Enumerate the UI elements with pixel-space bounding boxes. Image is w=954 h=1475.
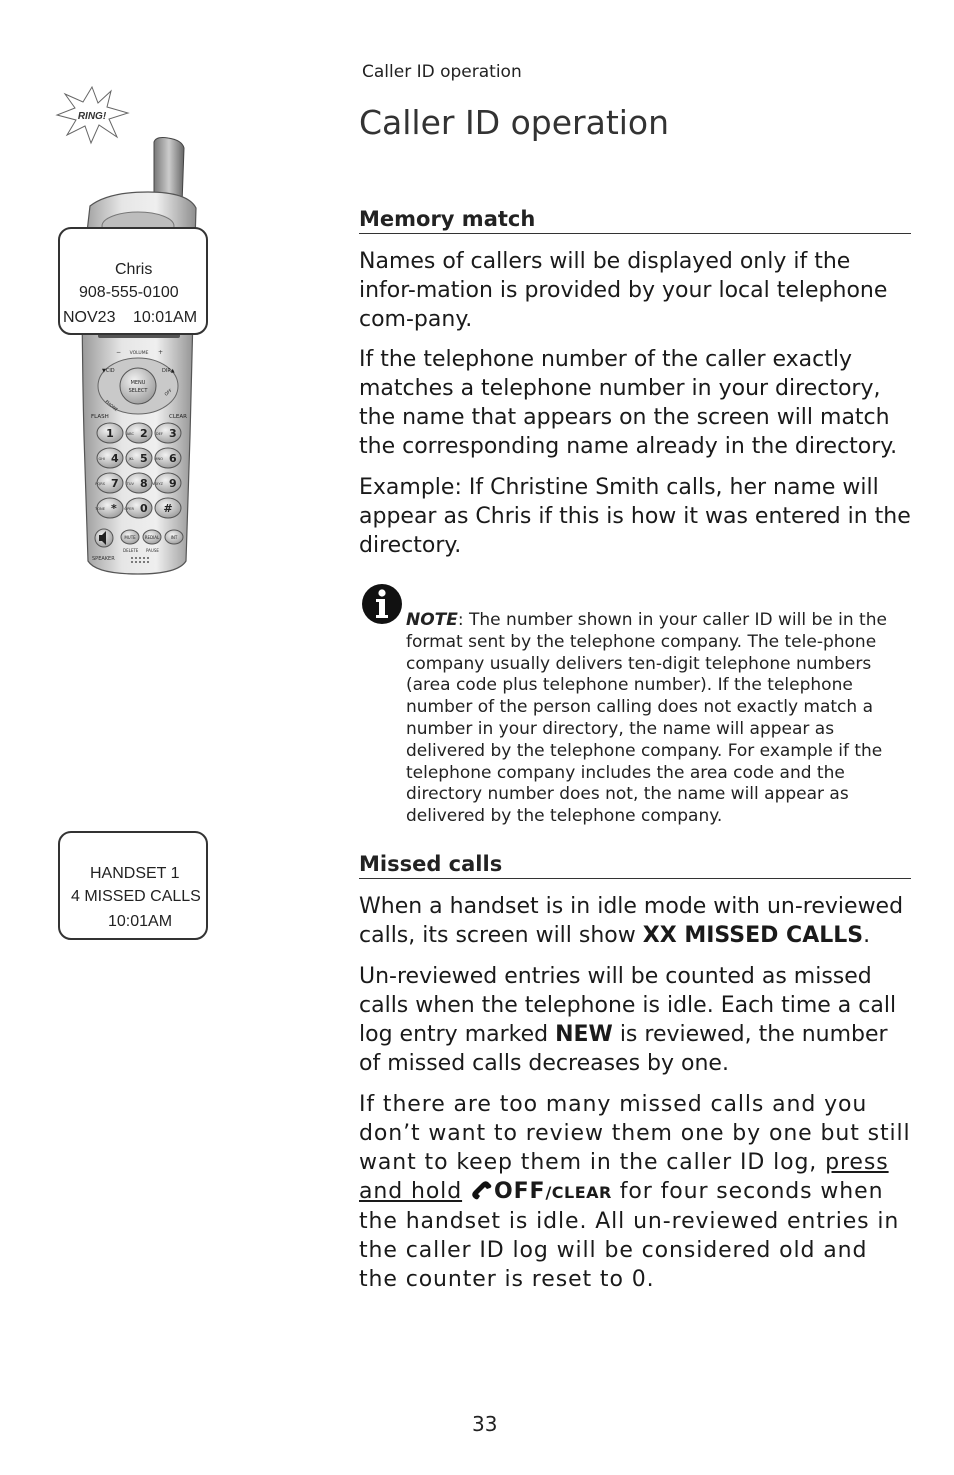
flash-label: FLASH bbox=[91, 414, 109, 420]
select-label: SELECT bbox=[128, 388, 148, 394]
phone-key-label: PHONE bbox=[104, 398, 119, 413]
keypad-key-letters: JKL bbox=[128, 457, 134, 461]
keypad-key-letters: ABC bbox=[126, 432, 134, 436]
caller-name: Chris bbox=[115, 261, 153, 278]
keypad-key-letters: PQRS bbox=[95, 482, 105, 486]
cid-label: ▼CID bbox=[102, 368, 115, 374]
keypad-key bbox=[155, 498, 181, 518]
xx-missed-calls-text: XX MISSED CALLS bbox=[642, 923, 864, 948]
missed-calls-para-2-text: Un-reviewed entries will be counted as missed calls when the telephone is idle. Each time a call log entry marked bbox=[359, 964, 897, 1047]
info-icon bbox=[361, 583, 403, 625]
keypad-key-digit: 4 bbox=[111, 452, 119, 465]
keypad-key bbox=[126, 423, 152, 443]
caller-id-screen bbox=[58, 227, 208, 335]
keypad-key bbox=[97, 423, 123, 443]
dir-label: DIR▲ bbox=[162, 368, 175, 374]
keypad-key-digit: 9 bbox=[169, 477, 177, 490]
handset-label: HANDSET 1 bbox=[90, 865, 180, 882]
page-number: 33 bbox=[472, 1412, 498, 1436]
keypad-key-digit: 8 bbox=[140, 477, 148, 490]
volume-minus: − bbox=[116, 349, 122, 356]
note-body: : The number shown in your caller ID will be in the format sent by the telephone company. The tele-phone company usually delivers ten-digit telephone numbers (area code plus telephone number). If the telephone number of the person calling does not exactly match a number in your directory, the name will appear as delivered by the telephone company. For example if the telephone company includes the area code and the directory number does not, the name will appear as delivered by the telephone company. bbox=[406, 610, 887, 827]
keypad-key-letters: TONE bbox=[95, 507, 105, 511]
call-time: 10:01AM bbox=[133, 309, 198, 326]
volume-label: VOLUME bbox=[129, 351, 149, 356]
missed-calls-heading: Missed calls bbox=[359, 852, 911, 879]
missed-calls-time: 10:01AM bbox=[108, 913, 173, 930]
missed-calls-count: 4 MISSED CALLS bbox=[71, 888, 201, 905]
running-head: Caller ID operation bbox=[362, 62, 522, 82]
keypad-key-letters: TUV bbox=[126, 482, 134, 486]
keypad-key-digit: 5 bbox=[140, 452, 148, 465]
keypad-key-letters: MNO bbox=[154, 457, 163, 461]
press-and-hold-text: press and hold bbox=[359, 1150, 889, 1204]
int-label: INT bbox=[170, 535, 178, 540]
keypad-key-letters: DEF bbox=[155, 432, 163, 436]
redial-label: REDIAL bbox=[144, 535, 160, 540]
missed-calls-para-1 bbox=[359, 892, 911, 950]
keypad-key-digit: # bbox=[163, 502, 173, 515]
volume-plus: + bbox=[158, 349, 164, 356]
note-text bbox=[406, 610, 904, 828]
keypad-key-letters: WXYZ bbox=[152, 482, 163, 486]
new-label-text: NEW bbox=[555, 1022, 613, 1047]
keypad-key-digit: 3 bbox=[169, 427, 177, 440]
memory-match-para-3: Example: If Christine Smith calls, her name will appear as Chris if this is how it was entered in the directory. bbox=[359, 475, 911, 558]
clear-key-text: /CLEAR bbox=[545, 1183, 612, 1202]
note-lead: NOTE bbox=[406, 610, 458, 630]
keypad-key bbox=[97, 448, 123, 468]
keypad-key-digit: 2 bbox=[140, 427, 148, 440]
keypad-key-letters: OPER bbox=[124, 507, 134, 511]
keypad-key bbox=[126, 448, 152, 468]
memory-match-heading: Memory match bbox=[359, 207, 911, 234]
memory-match-para-1: Names of callers will be displayed only if the infor-mation is provided by your local telephone com-pany. bbox=[359, 249, 888, 332]
missed-calls-para-2-end: is reviewed, the number of missed calls decreases by one. bbox=[359, 1022, 888, 1076]
off-key-text: OFF bbox=[493, 1179, 546, 1204]
keypad-key-digit: 0 bbox=[140, 502, 148, 515]
caller-number: 908-555-0100 bbox=[79, 284, 179, 301]
missed-calls-para-3-end: for four seconds when the handset is idle. All un-reviewed entries in the caller ID log will be considered old and the counter is reset to 0. bbox=[359, 1179, 900, 1292]
handset-illustration bbox=[78, 136, 200, 578]
missed-calls-screen bbox=[58, 831, 208, 940]
memory-match-para-2: If the telephone number of the caller exactly matches a telephone number in your directory, the name that appears on the screen will match the corresponding name already in the directory. bbox=[359, 347, 898, 459]
call-date: NOV23 bbox=[63, 309, 116, 326]
keypad-key bbox=[155, 423, 181, 443]
ring-label: RING! bbox=[77, 111, 107, 122]
page-title: Caller ID operation bbox=[359, 103, 670, 142]
missed-calls-para-2 bbox=[359, 962, 911, 1078]
missed-calls-para-1-text: When a handset is in idle mode with un-reviewed calls, its screen will show bbox=[359, 894, 904, 948]
pause-label: PAUSE bbox=[146, 548, 159, 553]
keypad-key-digit: 6 bbox=[169, 452, 177, 465]
keypad-key bbox=[126, 473, 152, 493]
missed-calls-para-3 bbox=[359, 1090, 911, 1294]
off-key-label: OFF bbox=[163, 387, 173, 397]
keypad-key-digit: 1 bbox=[106, 427, 114, 440]
keypad-key bbox=[154, 448, 181, 468]
off-clear-key bbox=[494, 1179, 612, 1204]
mute-label: MUTE bbox=[124, 535, 136, 540]
clear-label: CLEAR bbox=[169, 414, 187, 420]
keypad-key-digit: 7 bbox=[111, 477, 119, 490]
missed-calls-para-3-text: If there are too many missed calls and you don’t want to review them one by one but still want to keep them in the caller ID log, bbox=[359, 1092, 911, 1175]
keypad-key-letters: GHI bbox=[98, 457, 105, 461]
menu-label: MENU bbox=[130, 380, 146, 386]
phone-off-icon bbox=[470, 1180, 494, 1200]
delete-label: DELETE bbox=[123, 548, 139, 553]
missed-calls-para-1-end: . bbox=[863, 923, 871, 948]
speaker-label: SPEAKER bbox=[92, 556, 115, 562]
keypad-key-digit: * bbox=[111, 502, 117, 515]
